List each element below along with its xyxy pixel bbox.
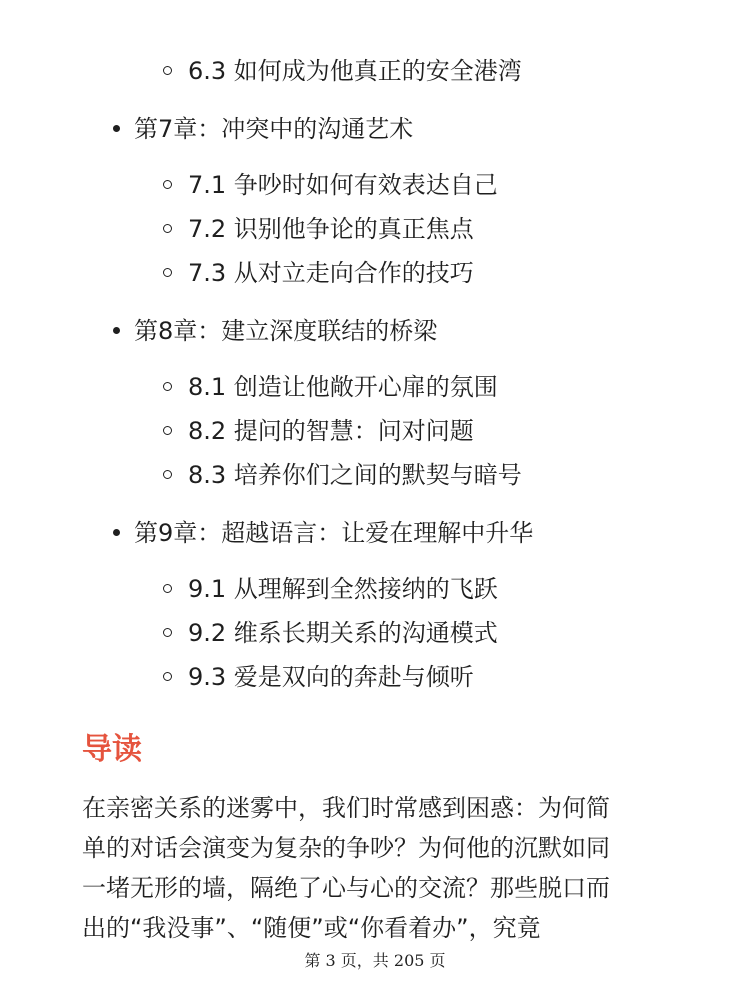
toc-subitem: 7.3 从对立走向合作的技巧 bbox=[188, 259, 474, 287]
toc-subitem: 9.3 爱是双向的奔赴与倾听 bbox=[188, 663, 474, 691]
toc-chapter: 第9章：超越语言：让爱在理解中升华 bbox=[134, 519, 534, 547]
page-number-footer: 第 3 页，共 205 页 bbox=[304, 951, 446, 970]
circle-bullet-icon bbox=[163, 268, 172, 277]
paragraph-line: 单的对话会演变为复杂的争吵？为何他的沉默如同 bbox=[82, 834, 610, 862]
disc-bullet-icon bbox=[113, 327, 120, 334]
disc-bullet-icon bbox=[113, 125, 120, 132]
section-heading: 导读 bbox=[82, 732, 142, 767]
toc-chapter: 第7章：冲突中的沟通艺术 bbox=[134, 115, 414, 143]
toc-subitem: 9.1 从理解到全然接纳的飞跃 bbox=[188, 575, 498, 603]
toc-subitem: 7.2 识别他争论的真正焦点 bbox=[188, 215, 474, 243]
toc-subitem: 8.2 提问的智慧：问对问题 bbox=[188, 417, 474, 445]
circle-bullet-icon bbox=[163, 66, 172, 75]
circle-bullet-icon bbox=[163, 672, 172, 681]
circle-bullet-icon bbox=[163, 470, 172, 479]
paragraph-line: 在亲密关系的迷雾中，我们时常感到困惑：为何简 bbox=[82, 794, 610, 822]
toc-subitem: 9.2 维系长期关系的沟通模式 bbox=[188, 619, 498, 647]
toc-subitem: 7.1 争吵时如何有效表达自己 bbox=[188, 171, 498, 199]
circle-bullet-icon bbox=[163, 426, 172, 435]
intro-paragraph bbox=[82, 788, 674, 948]
circle-bullet-icon bbox=[163, 584, 172, 593]
paragraph-line: 出的“我没事”、“随便”或“你看着办”，究竟 bbox=[82, 914, 541, 942]
toc-subitem: 6.3 如何成为他真正的安全港湾 bbox=[188, 57, 522, 85]
circle-bullet-icon bbox=[163, 224, 172, 233]
circle-bullet-icon bbox=[163, 382, 172, 391]
toc-chapter: 第8章：建立深度联结的桥梁 bbox=[134, 317, 438, 345]
toc-subitem: 8.3 培养你们之间的默契与暗号 bbox=[188, 461, 522, 489]
paragraph-line: 一堵无形的墙，隔绝了心与心的交流？那些脱口而 bbox=[82, 874, 610, 902]
toc-subitem: 8.1 创造让他敞开心扉的氛围 bbox=[188, 373, 498, 401]
disc-bullet-icon bbox=[113, 529, 120, 536]
circle-bullet-icon bbox=[163, 180, 172, 189]
circle-bullet-icon bbox=[163, 628, 172, 637]
